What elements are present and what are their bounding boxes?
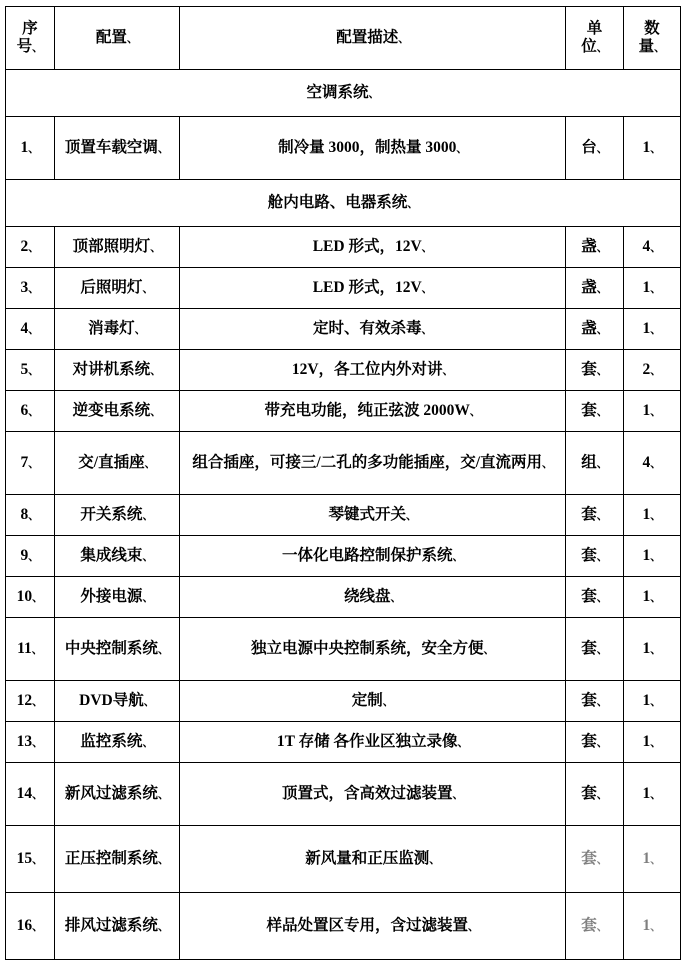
table-row	[6, 618, 681, 681]
cell-config: 开关系统、	[54, 495, 179, 536]
cell-qty: 1、	[623, 893, 680, 960]
cell-no: 14、	[6, 763, 55, 826]
cell-qty: 1、	[623, 763, 680, 826]
table-row	[6, 763, 681, 826]
table-row	[6, 391, 681, 432]
cell-config: 后照明灯、	[54, 268, 179, 309]
cell-description: LED 形式，12V、	[180, 227, 566, 268]
header-cell-qty: 数 量、	[623, 7, 680, 70]
cell-qty: 1、	[623, 495, 680, 536]
cell-config: DVD导航、	[54, 681, 179, 722]
cell-config: 顶置车载空调、	[54, 117, 179, 180]
cell-description: 定时、有效杀毒、	[180, 309, 566, 350]
header-cell-config: 配置、	[54, 7, 179, 70]
cell-unit: 套、	[566, 763, 623, 826]
table-row	[6, 577, 681, 618]
cell-qty: 1、	[623, 268, 680, 309]
table-row	[6, 826, 681, 893]
table-row	[6, 536, 681, 577]
cell-qty: 1、	[623, 722, 680, 763]
cell-description: 制冷量 3000，制热量 3000、	[180, 117, 566, 180]
cell-description: 1T 存储 各作业区独立录像、	[180, 722, 566, 763]
cell-config: 顶部照明灯、	[54, 227, 179, 268]
cell-no: 13、	[6, 722, 55, 763]
cell-config: 中央控制系统、	[54, 618, 179, 681]
cell-description: 琴键式开关、	[180, 495, 566, 536]
cell-qty: 1、	[623, 391, 680, 432]
cell-no: 11、	[6, 618, 55, 681]
section-row-cabin-electrical	[6, 180, 681, 227]
cell-qty: 1、	[623, 681, 680, 722]
cell-unit: 盏、	[566, 227, 623, 268]
cell-description: 独立电源中央控制系统，安全方便、	[180, 618, 566, 681]
cell-description: 12V，各工位内外对讲、	[180, 350, 566, 391]
cell-no: 9、	[6, 536, 55, 577]
cell-unit: 套、	[566, 350, 623, 391]
table-header-row	[6, 7, 681, 70]
cell-description: 顶置式，含高效过滤装置、	[180, 763, 566, 826]
cell-unit: 套、	[566, 722, 623, 763]
cell-no: 12、	[6, 681, 55, 722]
cell-config: 交/直插座、	[54, 432, 179, 495]
specification-table	[5, 6, 681, 960]
cell-qty: 1、	[623, 536, 680, 577]
cell-no: 5、	[6, 350, 55, 391]
cell-no: 3、	[6, 268, 55, 309]
cell-description: 绕线盘、	[180, 577, 566, 618]
cell-unit: 套、	[566, 618, 623, 681]
cell-description: 一体化电路控制保护系统、	[180, 536, 566, 577]
cell-config: 消毒灯、	[54, 309, 179, 350]
section-title: 舱内电路、电器系统、	[6, 180, 681, 227]
cell-no: 4、	[6, 309, 55, 350]
cell-no: 6、	[6, 391, 55, 432]
header-cell-description: 配置描述、	[180, 7, 566, 70]
cell-qty: 1、	[623, 826, 680, 893]
cell-description: 定制、	[180, 681, 566, 722]
cell-unit: 套、	[566, 681, 623, 722]
cell-config: 排风过滤系统、	[54, 893, 179, 960]
cell-qty: 4、	[623, 432, 680, 495]
cell-config: 对讲机系统、	[54, 350, 179, 391]
cell-unit: 盏、	[566, 309, 623, 350]
cell-qty: 1、	[623, 618, 680, 681]
cell-config: 监控系统、	[54, 722, 179, 763]
cell-unit: 台、	[566, 117, 623, 180]
cell-description: 样品处置区专用，含过滤装置、	[180, 893, 566, 960]
cell-no: 2、	[6, 227, 55, 268]
table-row	[6, 309, 681, 350]
header-cell-no: 序 号、	[6, 7, 55, 70]
table-row	[6, 722, 681, 763]
cell-qty: 4、	[623, 227, 680, 268]
cell-config: 正压控制系统、	[54, 826, 179, 893]
cell-qty: 1、	[623, 309, 680, 350]
cell-no: 16、	[6, 893, 55, 960]
header-cell-unit: 单 位、	[566, 7, 623, 70]
cell-description: LED 形式，12V、	[180, 268, 566, 309]
cell-unit: 套、	[566, 893, 623, 960]
cell-unit: 套、	[566, 391, 623, 432]
cell-unit: 盏、	[566, 268, 623, 309]
cell-qty: 1、	[623, 577, 680, 618]
cell-unit: 套、	[566, 826, 623, 893]
table-row	[6, 227, 681, 268]
cell-no: 1、	[6, 117, 55, 180]
table-body	[6, 7, 681, 960]
cell-config: 逆变电系统、	[54, 391, 179, 432]
table-row	[6, 268, 681, 309]
table-row	[6, 432, 681, 495]
cell-config: 新风过滤系统、	[54, 763, 179, 826]
cell-description: 新风量和正压监测、	[180, 826, 566, 893]
table-row	[6, 350, 681, 391]
table-row	[6, 495, 681, 536]
cell-qty: 2、	[623, 350, 680, 391]
cell-unit: 套、	[566, 536, 623, 577]
section-title: 空调系统、	[6, 70, 681, 117]
cell-description: 带充电功能，纯正弦波 2000W、	[180, 391, 566, 432]
cell-unit: 套、	[566, 577, 623, 618]
cell-config: 外接电源、	[54, 577, 179, 618]
table-row	[6, 893, 681, 960]
cell-qty: 1、	[623, 117, 680, 180]
cell-no: 10、	[6, 577, 55, 618]
cell-no: 15、	[6, 826, 55, 893]
section-row-air-conditioning	[6, 70, 681, 117]
cell-description: 组合插座，可接三/二孔的多功能插座，交/直流两用、	[180, 432, 566, 495]
cell-no: 7、	[6, 432, 55, 495]
cell-no: 8、	[6, 495, 55, 536]
cell-config: 集成线束、	[54, 536, 179, 577]
table-row	[6, 681, 681, 722]
cell-unit: 组、	[566, 432, 623, 495]
cell-unit: 套、	[566, 495, 623, 536]
table-row	[6, 117, 681, 180]
